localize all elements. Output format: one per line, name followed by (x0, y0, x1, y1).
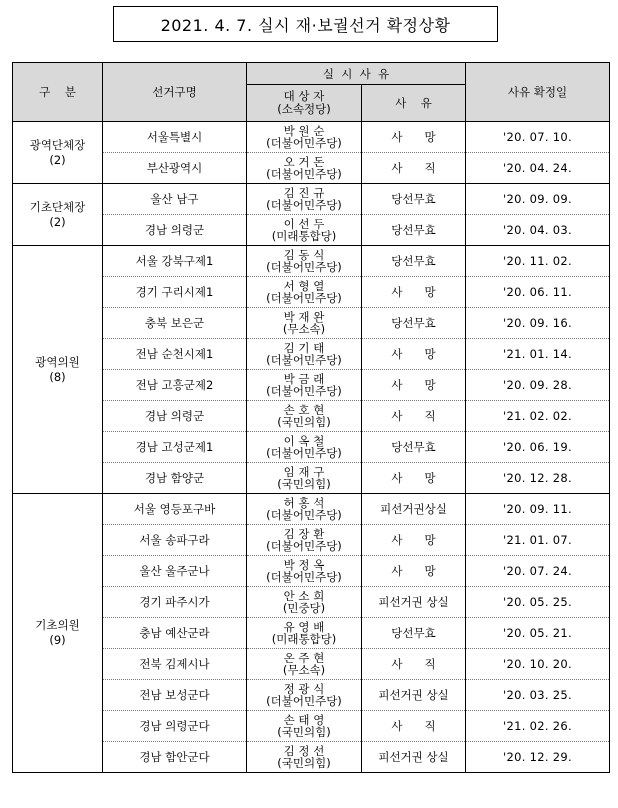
confirm-date-cell: '20. 11. 02. (466, 246, 610, 277)
candidate-party: (더불어민주당) (266, 260, 342, 274)
table-row (13, 246, 610, 277)
table-header (13, 63, 610, 122)
candidate-party: (국민의힘) (277, 415, 331, 429)
reason-cell: 사 망 (362, 463, 466, 494)
confirm-date-cell: '20. 09. 11. (466, 494, 610, 525)
header-reason: 사 유 (362, 85, 466, 122)
table-row (13, 525, 610, 556)
candidate-name: 손 태 영 (283, 713, 325, 727)
category-name: 광역의원 (35, 354, 80, 369)
reason-cell: 사 망 (362, 122, 466, 153)
confirm-date-cell: '20. 05. 21. (466, 618, 610, 649)
table-row (13, 649, 610, 680)
table-row (13, 463, 610, 494)
reason-cell: 사 망 (362, 525, 466, 556)
header-cause-group: 실 시 사 유 (247, 63, 466, 85)
table-row (13, 556, 610, 587)
category-cell (13, 246, 103, 494)
table-row (13, 308, 610, 339)
reason-cell: 사 직 (362, 401, 466, 432)
candidate-cell (247, 680, 362, 711)
reason-cell: 당선무효 (362, 308, 466, 339)
candidate-name: 온 주 현 (283, 651, 325, 665)
district-cell: 서울특별시 (103, 122, 247, 153)
candidate-cell (247, 587, 362, 618)
category-name: 기초의원 (35, 618, 80, 632)
confirm-date-cell: '20. 09. 28. (466, 370, 610, 401)
table-body (13, 122, 610, 773)
table-row (13, 153, 610, 184)
reason-cell: 사 직 (362, 649, 466, 680)
candidate-party: (민중당) (282, 601, 326, 615)
candidate-cell (247, 556, 362, 587)
candidate-party: (미래통합당) (271, 632, 337, 646)
confirm-date-cell: '20. 06. 19. (466, 432, 610, 463)
candidate-cell (247, 742, 362, 773)
candidate-cell (247, 401, 362, 432)
reason-cell: 사 직 (362, 711, 466, 742)
table-row (13, 587, 610, 618)
candidate-party: (국민의힘) (277, 725, 331, 739)
candidate-party: (더불어민주당) (266, 446, 342, 460)
candidate-name: 박 원 순 (283, 124, 325, 138)
district-cell: 서울 송파구라 (103, 525, 247, 556)
candidate-cell (247, 246, 362, 277)
candidate-name: 오 거 돈 (283, 155, 325, 169)
reason-cell: 사 망 (362, 556, 466, 587)
candidate-party: (더불어민주당) (266, 291, 342, 305)
reason-cell: 사 망 (362, 277, 466, 308)
table-row (13, 339, 610, 370)
district-cell: 전남 고흥군제2 (103, 370, 247, 401)
candidate-party: (더불어민주당) (266, 353, 342, 367)
candidate-cell (247, 184, 362, 215)
confirm-date-cell: '20. 12. 28. (466, 463, 610, 494)
table-row (13, 401, 610, 432)
district-cell: 경남 의령군다 (103, 711, 247, 742)
candidate-cell (247, 463, 362, 494)
candidate-cell (247, 277, 362, 308)
candidate-name: 손 호 현 (283, 403, 325, 417)
table-row (13, 432, 610, 463)
candidate-party: (무소속) (282, 663, 326, 677)
reason-cell: 피선거권상실 (362, 494, 466, 525)
confirm-date-cell: '20. 07. 24. (466, 556, 610, 587)
candidate-cell (247, 494, 362, 525)
candidate-cell (247, 432, 362, 463)
reason-cell: 사 망 (362, 370, 466, 401)
candidate-party: (더불어민주당) (266, 694, 342, 708)
header-target (247, 85, 362, 122)
candidate-party: (더불어민주당) (266, 136, 342, 150)
header-party-label: (소속정당) (277, 102, 331, 116)
district-cell: 경기 구리시제1 (103, 277, 247, 308)
candidate-party: (더불어민주당) (266, 198, 342, 212)
confirm-date-cell: '20. 12. 29. (466, 742, 610, 773)
category-name: 기초단체장 (29, 199, 86, 214)
district-cell: 부산광역시 (103, 153, 247, 184)
candidate-cell (247, 649, 362, 680)
candidate-cell (247, 153, 362, 184)
candidate-name: 박 정 옥 (283, 558, 325, 572)
confirm-date-cell: '21. 02. 02. (466, 401, 610, 432)
confirm-date-cell: '20. 10. 20. (466, 649, 610, 680)
candidate-name: 유 영 배 (283, 620, 325, 634)
candidate-name: 김 정 선 (283, 744, 325, 758)
district-cell: 경기 파주시가 (103, 587, 247, 618)
candidate-party: (더불어민주당) (266, 384, 342, 398)
candidate-party: (더불어민주당) (266, 508, 342, 522)
category-count: (8) (49, 369, 66, 384)
table-row (13, 680, 610, 711)
candidate-party: (무소속) (282, 322, 326, 336)
candidate-name: 이 선 두 (283, 217, 325, 231)
district-cell: 울산 남구 (103, 184, 247, 215)
candidate-name: 김 동 식 (283, 248, 325, 262)
candidate-name: 임 재 구 (283, 465, 325, 479)
district-cell: 충북 보은군 (103, 308, 247, 339)
confirm-date-cell: '20. 05. 25. (466, 587, 610, 618)
table-row (13, 742, 610, 773)
table-row (13, 277, 610, 308)
reason-cell: 당선무효 (362, 246, 466, 277)
category-cell (13, 122, 103, 184)
candidate-name: 김 장 환 (283, 527, 325, 541)
table-row (13, 184, 610, 215)
confirm-date-cell: '21. 02. 26. (466, 711, 610, 742)
candidate-cell (247, 618, 362, 649)
election-table (12, 62, 610, 773)
candidate-name: 허 홍 석 (283, 496, 325, 510)
table-row (13, 370, 610, 401)
table-row (13, 215, 610, 246)
category-count: (2) (49, 152, 66, 167)
confirm-date-cell: '20. 06. 11. (466, 277, 610, 308)
district-cell: 충남 예산군라 (103, 618, 247, 649)
candidate-party: (국민의힘) (277, 756, 331, 770)
reason-cell: 당선무효 (362, 432, 466, 463)
candidate-name: 안 소 희 (283, 589, 325, 603)
confirm-date-cell: '20. 04. 03. (466, 215, 610, 246)
confirm-date-cell: '21. 01. 14. (466, 339, 610, 370)
candidate-cell (247, 339, 362, 370)
district-cell: 경남 함안군다 (103, 742, 247, 773)
reason-cell: 피선거권 상실 (362, 680, 466, 711)
district-cell: 경남 고성군제1 (103, 432, 247, 463)
table-row (13, 618, 610, 649)
candidate-cell (247, 370, 362, 401)
district-cell: 울산 울주군나 (103, 556, 247, 587)
candidate-name: 정 광 식 (283, 682, 325, 696)
district-cell: 경남 함양군 (103, 463, 247, 494)
confirm-date-cell: '20. 04. 24. (466, 153, 610, 184)
confirm-date-cell: '20. 09. 09. (466, 184, 610, 215)
page-title: 2021. 4. 7. 실시 재·보궐선거 확정상황 (113, 6, 498, 42)
category-count: (2) (49, 214, 66, 229)
confirm-date-cell: '21. 01. 07. (466, 525, 610, 556)
reason-cell: 당선무효 (362, 184, 466, 215)
confirm-date-cell: '20. 09. 16. (466, 308, 610, 339)
reason-cell: 사 망 (362, 339, 466, 370)
reason-cell: 당선무효 (362, 215, 466, 246)
category-cell (13, 184, 103, 246)
district-cell: 전남 보성군다 (103, 680, 247, 711)
district-cell: 서울 강북구제1 (103, 246, 247, 277)
district-cell: 전남 순천시제1 (103, 339, 247, 370)
table-row (13, 711, 610, 742)
reason-cell: 당선무효 (362, 618, 466, 649)
candidate-cell (247, 525, 362, 556)
district-cell: 서울 영등포구바 (103, 494, 247, 525)
candidate-cell (247, 215, 362, 246)
reason-cell: 사 직 (362, 153, 466, 184)
category-name: 광역단체장 (29, 137, 86, 152)
candidate-name: 김 기 태 (283, 341, 325, 355)
candidate-party: (더불어민주당) (266, 570, 342, 584)
candidate-cell (247, 711, 362, 742)
candidate-name: 박 재 완 (283, 310, 325, 324)
header-category: 구 분 (13, 63, 103, 122)
reason-cell: 피선거권 상실 (362, 587, 466, 618)
reason-cell: 피선거권 상실 (362, 742, 466, 773)
district-cell: 경남 의령군 (103, 401, 247, 432)
header-district: 선거구명 (103, 63, 247, 122)
candidate-cell (247, 308, 362, 339)
candidate-name: 서 형 열 (283, 279, 325, 293)
candidate-name: 박 금 래 (283, 372, 325, 386)
candidate-name: 이 옥 철 (283, 434, 325, 448)
district-cell: 경남 의령군 (103, 215, 247, 246)
confirm-date-cell: '20. 07. 10. (466, 122, 610, 153)
category-count: (9) (49, 633, 66, 647)
candidate-party: (미래통합당) (271, 229, 337, 243)
district-cell: 전북 김제시나 (103, 649, 247, 680)
candidate-name: 김 진 규 (283, 186, 325, 200)
candidate-party: (더불어민주당) (266, 167, 342, 181)
confirm-date-cell: '20. 03. 25. (466, 680, 610, 711)
header-target-label: 대 상 자 (283, 89, 325, 103)
table-row (13, 122, 610, 153)
candidate-cell (247, 122, 362, 153)
candidate-party: (국민의힘) (277, 477, 331, 491)
table-row (13, 494, 610, 525)
candidate-party: (더불어민주당) (266, 539, 342, 553)
header-confirm-date: 사유 확정일 (466, 63, 610, 122)
category-cell (13, 494, 103, 773)
